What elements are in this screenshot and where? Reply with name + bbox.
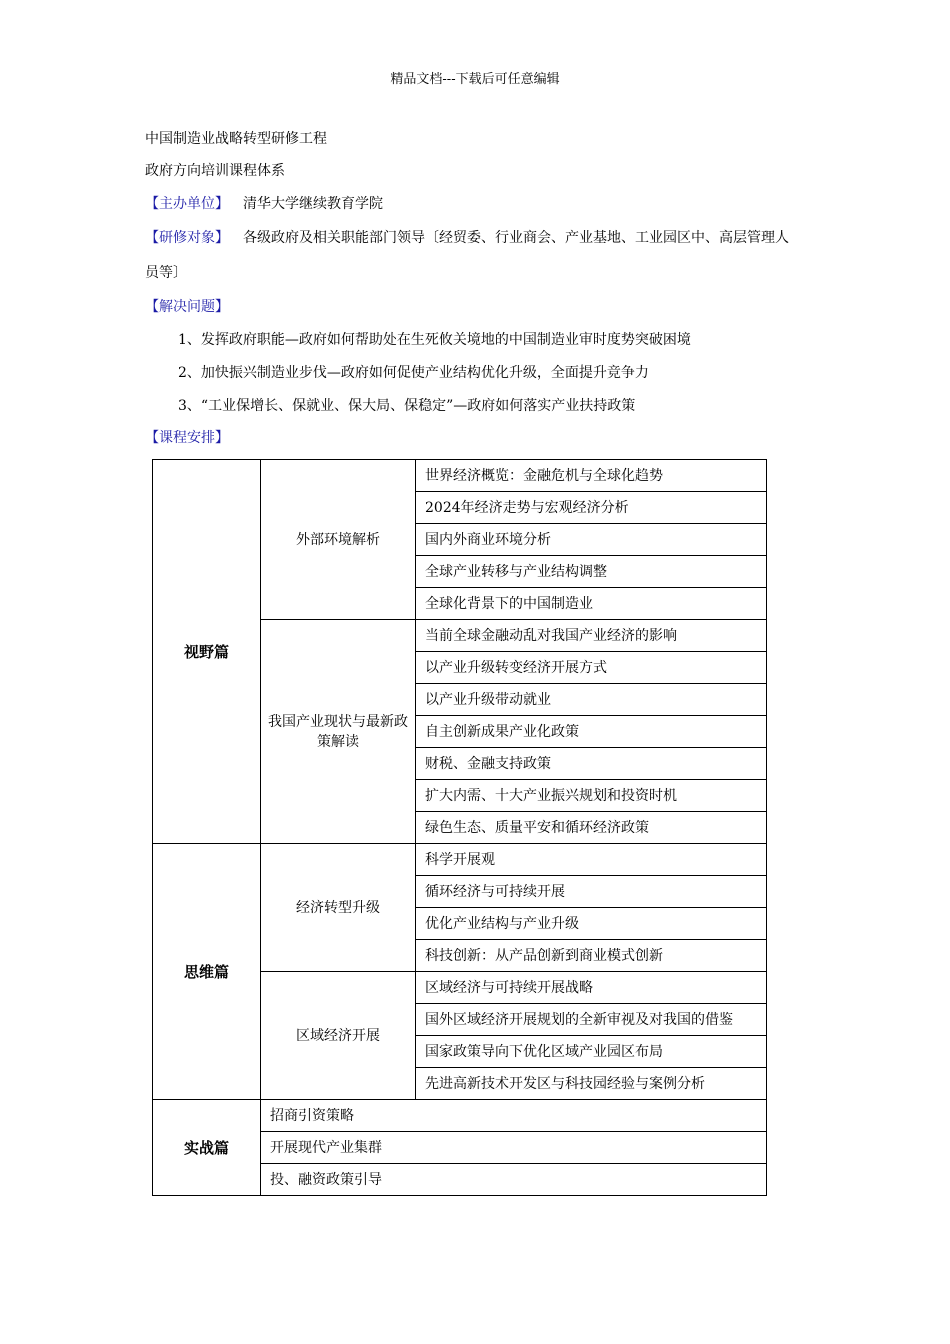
- topic-cell: 开展现代产业集群: [261, 1132, 767, 1164]
- topic-cell: 自主创新成果产业化政策: [416, 716, 767, 748]
- course-table: [152, 459, 767, 1196]
- organizer-value: 清华大学继续教育学院: [243, 196, 383, 212]
- topic-cell: 以产业升级转变经济开展方式: [416, 652, 767, 684]
- topic-cell: 以产业升级带动就业: [416, 684, 767, 716]
- issue-item: 2、加快振兴制造业步伐—政府如何促使产业结构优化升级，全面提升竞争力: [178, 365, 649, 381]
- schedule-label: 【课程安排】: [145, 430, 229, 446]
- topic-cell: 国内外商业环境分析: [416, 524, 767, 556]
- document-subtitle: 政府方向培训课程体系: [145, 163, 285, 179]
- module-industry-policy: 我国产业现状与最新政策解读: [261, 620, 416, 844]
- topic-cell: 区域经济与可持续开展战略: [416, 972, 767, 1004]
- section-thinking: 思维篇: [153, 844, 261, 1100]
- topic-cell: 先进高新技术开发区与科技园经验与案例分析: [416, 1068, 767, 1100]
- module-external-environment: 外部环境解析: [261, 460, 416, 620]
- topic-cell: 全球产业转移与产业结构调整: [416, 556, 767, 588]
- audience-label: 【研修对象】: [145, 230, 229, 246]
- topic-cell: 全球化背景下的中国制造业: [416, 588, 767, 620]
- topic-cell: 国家政策导向下优化区域产业园区布局: [416, 1036, 767, 1068]
- module-regional-economy: 区域经济开展: [261, 972, 416, 1100]
- table-row: [153, 844, 767, 876]
- section-vision: 视野篇: [153, 460, 261, 844]
- topic-cell: 优化产业结构与产业升级: [416, 908, 767, 940]
- table-row: [153, 460, 767, 492]
- topic-cell: 科技创新：从产品创新到商业模式创新: [416, 940, 767, 972]
- topic-cell: 投、融资政策引导: [261, 1164, 767, 1196]
- module-economic-transformation: 经济转型升级: [261, 844, 416, 972]
- document-title: 中国制造业战略转型研修工程: [145, 131, 327, 147]
- topic-cell: 国外区域经济开展规划的全新审视及对我国的借鉴: [416, 1004, 767, 1036]
- organizer-row: [145, 194, 383, 214]
- topic-cell: 财税、金融支持政策: [416, 748, 767, 780]
- topic-cell: 循环经济与可持续开展: [416, 876, 767, 908]
- topic-cell: 2024年经济走势与宏观经济分析: [416, 492, 767, 524]
- issue-item: 1、发挥政府职能—政府如何帮助处在生死攸关境地的中国制造业审时度势突破困境: [178, 332, 691, 348]
- section-practice: 实战篇: [153, 1100, 261, 1196]
- topic-cell: 世界经济概览：金融危机与全球化趋势: [416, 460, 767, 492]
- topic-cell: 科学开展观: [416, 844, 767, 876]
- audience-row: [145, 228, 789, 248]
- table-row: [153, 1100, 767, 1132]
- issues-label: 【解决问题】: [145, 299, 229, 315]
- audience-value-continued: 员等〕: [145, 265, 187, 281]
- audience-value: 各级政府及相关职能部门领导〔经贸委、行业商会、产业基地、工业园区中、高层管理人: [243, 230, 789, 246]
- header-note: 精品文档---下载后可任意编辑: [390, 72, 560, 87]
- topic-cell: 招商引资策略: [261, 1100, 767, 1132]
- issue-item: 3、“工业保增长、保就业、保大局、保稳定”—政府如何落实产业扶持政策: [178, 398, 636, 414]
- topic-cell: 绿色生态、质量平安和循环经济政策: [416, 812, 767, 844]
- topic-cell: 扩大内需、十大产业振兴规划和投资时机: [416, 780, 767, 812]
- topic-cell: 当前全球金融动乱对我国产业经济的影响: [416, 620, 767, 652]
- organizer-label: 【主办单位】: [145, 196, 229, 212]
